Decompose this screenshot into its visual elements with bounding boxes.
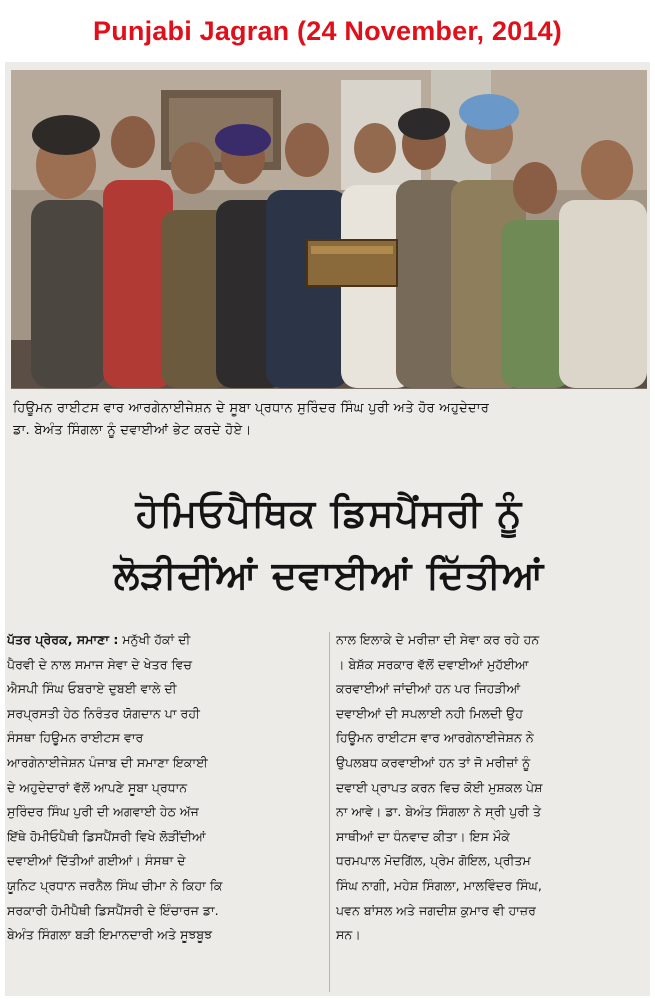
article-line: ਸਨ। [336,927,361,943]
article-line: ਐਸਪੀ ਸਿੰਘ ਓਬਰਾਏ ਦੁਬਈ ਵਾਲੇ ਦੀ [7,681,177,697]
article-line: । ਬੇਸ਼ੱਕ ਸਰਕਾਰ ਵੱਲੋਂ ਦਵਾਈਆਂ ਮੁਹੱਈਆ [336,656,529,672]
headline-line-2: ਲੋੜੀਦੀਂਆਂ ਦਵਾਈਆਂ ਦਿੱਤੀਆਂ [113,553,545,597]
article-line: ਯੂਨਿਟ ਪ੍ਰਧਾਨ ਜਰਨੈਲ ਸਿੰਘ ਚੀਮਾ ਨੇ ਕਿਹਾ ਕਿ [7,877,223,893]
caption-line: ਹਿਊਮਨ ਰਾਈਟਸ ਵਾਰ ਆਰਗੇਨਾਈਜੇਸ਼ਨ ਦੇ ਸੂਬਾ ਪ੍ਰਧਾਨ ਸੁਰਿੰਦਰ ਸਿੰਘ ਪੁਰੀ ਅਤੇ ਹੋਰ ਅਹੁਦੇਦਾਰ [13,401,490,416]
article-line: ਦਵਾਈ ਪ੍ਰਾਪਤ ਕਰਨ ਵਿਚ ਕੋਈ ਮੁਸ਼ਕਲ ਪੇਸ਼ [336,779,543,795]
article-line: ਦਵਾਈਆਂ ਦੀ ਸਪਲਾਈ ਨਹੀ ਮਿਲਦੀ ਉਹ [336,705,523,721]
newspaper-clipping [5,62,650,996]
article-line: ਨਾ ਆਵੇ। ਡਾ. ਬੇਅੰਤ ਸਿੰਗਲਾ ਨੇ ਸ੍ਰੀ ਪੁਰੀ ਤੇ [336,804,542,820]
article-column-right [336,628,650,948]
article-line: ਸਿੰਘ ਨਾਗੀ, ਮਹੇਸ਼ ਸਿੰਗਲਾ, ਮਾਲਵਿੰਦਰ ਸਿੰਘ, [336,877,542,893]
article-line: ਸੁਰਿੰਦਰ ਸਿੰਘ ਪੁਰੀ ਦੀ ਅਗਵਾਈ ਹੇਠ ਅੱਜ [7,804,199,820]
byline: ਪੱਤਰ ਪ੍ਰੇਰਕ, ਸਮਾਣਾ : [7,632,119,647]
article-line: ਪੈਰਵੀ ਦੇ ਨਾਲ ਸਮਾਜ ਸੇਵਾ ਦੇ ਖੇਤਰ ਵਿਚ [7,656,192,672]
article-line: ਉਪਲਬਧ ਕਰਵਾਈਆਂ ਹਨ ਤਾਂ ਜੋ ਮਰੀਜ਼ਾਂ ਨੂੰ [336,754,531,770]
article-line: ਸਰਪ੍ਰਸਤੀ ਹੇਠ ਨਿਰੰਤਰ ਯੋਗਦਾਨ ਪਾ ਰਹੀ [7,705,200,721]
headline-line-1: ਹੋਮਿਓਪੈਥਿਕ ਡਿਸਪੈਂਸਰੀ ਨੂੰ [135,491,523,535]
article-line: ਕਰਵਾਈਆਂ ਜਾਂਦੀਆਂ ਹਨ ਪਰ ਜਿਹੜੀਆਂ [336,681,521,697]
article-line: ਸਾਥੀਆਂ ਦਾ ਧੰਨਵਾਦ ਕੀਤਾ। ਇਸ ਮੌਕੇ [336,828,510,844]
article-line: ਦਵਾਈਆਂ ਦਿੱਤੀਆਂ ਗਈਆਂ। ਸੰਸਥਾ ਦੇ [7,853,186,869]
article-line: ਦੇ ਅਹੁਦੇਦਾਰਾਂ ਵੱਲੋਂ ਆਪਣੇ ਸੂਬਾ ਪ੍ਰਧਾਨ [7,779,188,795]
article-line: ਸਰਕਾਰੀ ਹੋਮੀਪੈਥੀ ਡਿਸਪੈਂਸਰੀ ਦੇ ਇੰਚਾਰਜ ਡਾ. [7,902,219,918]
article-column-left [7,628,325,948]
photo-caption [13,398,645,442]
headline [9,482,649,606]
group-photo-image [11,70,647,388]
source-label: Punjabi Jagran (24 November, 2014) [93,15,562,46]
article-line-text: ਮਨੁੱਖੀ ਹੱਕਾਂ ਦੀ [122,632,191,647]
news-photo [11,70,647,389]
article-line: ਸੰਸਥਾ ਹਿਊਮਨ ਰਾਈਟਸ ਵਾਰ [7,730,144,746]
article-line [7,628,325,653]
article-line: ਬੇਅੰਤ ਸਿੰਗਲਾ ਬੜੀ ਇਮਾਨਦਾਰੀ ਅਤੇ ਸੂਝਬੂਝ [7,927,213,943]
caption-line: ਡਾ. ਬੇਅੰਤ ਸਿੰਗਲਾ ਨੂੰ ਦਵਾਈਆਂ ਭੇਟ ਕਰਦੇ ਹੋਏ। [13,423,252,438]
article-line: ਆਰਗੇਨਾਈਜੇਸ਼ਨ ਪੰਜਾਬ ਦੀ ਸਮਾਣਾ ਇਕਾਈ [7,754,208,770]
article-line: ਹਿਊਮਨ ਰਾਈਟਸ ਵਾਰ ਆਰਗੇਨਾਈਜੇਸ਼ਨ ਨੇ [336,730,534,746]
article-line: ਨਾਲ ਇਲਾਕੇ ਦੇ ਮਰੀਜ਼ਾ ਦੀ ਸੇਵਾ ਕਰ ਰਹੇ ਹਨ [336,632,540,647]
column-divider [329,632,330,992]
article-line: ਪਵਨ ਬਾਂਸਲ ਅਤੇ ਜਗਦੀਸ਼ ਕੁਮਾਰ ਵੀ ਹਾਜ਼ਰ [336,902,536,918]
article-line: ਇੱਥੇ ਹੋਮੀਓਪੈਥੀ ਡਿਸਪੈਂਸਰੀ ਵਿਖੇ ਲੋੜੀਂਦੀਆਂ [7,828,206,844]
article-line: ਧਰਮਪਾਲ ਮੋਦਗਿੱਲ, ਪ੍ਰੇਮ ਗੋਇਲ, ਪ੍ਰੀਤਮ [336,853,531,869]
